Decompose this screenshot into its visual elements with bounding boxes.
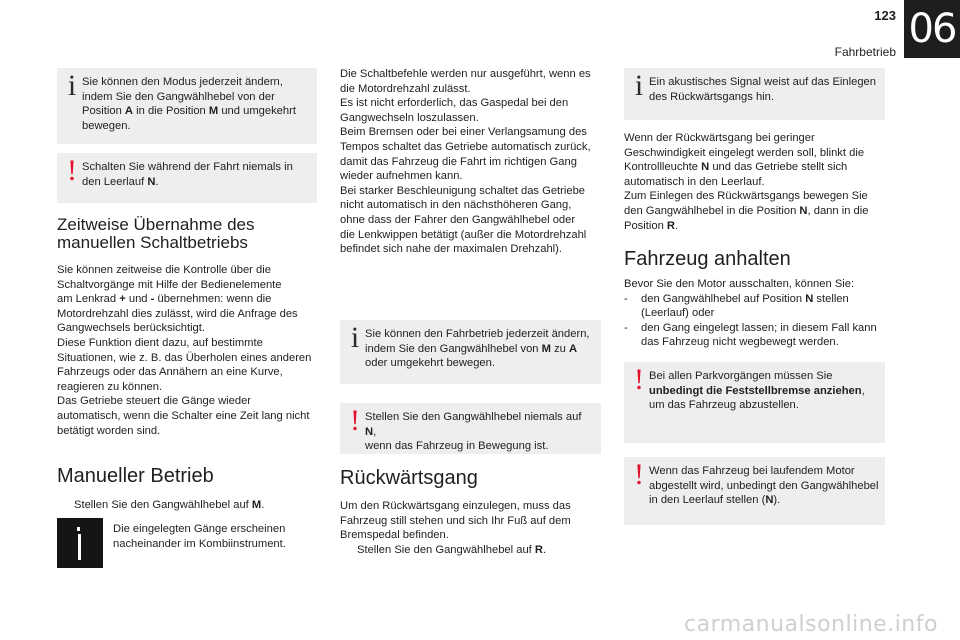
warning-box-neutral-moving	[340, 403, 601, 454]
text-line: Sie können den Modus jederzeit ändern,	[82, 76, 283, 88]
text-line: Tempos schaltet das Getriebe automatisch zurück,	[340, 140, 591, 153]
text-line: Sie können den Fahrbetrieb jederzeit ändern,	[365, 328, 590, 340]
warning-box-neutral	[57, 153, 317, 203]
text-line: ohne dass der Fahrer den Gangwählhebel oder	[340, 213, 576, 226]
info-icon: i	[634, 69, 644, 102]
text-line: Bei allen Parkvorgängen müssen Sie	[649, 370, 833, 382]
list-item	[624, 292, 894, 321]
text-line: die Motordrehzahl zulässt.	[340, 82, 471, 95]
chapter-tab: 06	[904, 0, 960, 58]
text-line: nacheinander im Kombiinstrument.	[113, 537, 286, 550]
text-line: am Lenkrad + und - übernehmen: wenn die	[57, 293, 272, 306]
paragraph-shift-commands	[340, 67, 610, 257]
info-icon: i	[67, 69, 77, 102]
bullet-set-lever-r	[340, 543, 610, 558]
info-box-text	[82, 75, 311, 133]
text-line: den Gangwählhebel auf Position N stellen	[641, 292, 849, 305]
text-line: Fahrzeug still stehen und sich Ihr Fuß auf dem	[340, 514, 571, 527]
text-line: Gangwechsels berücksichtigt.	[57, 322, 205, 335]
paragraph-reverse-low-speed	[624, 131, 894, 233]
warning-icon: !	[634, 458, 644, 491]
heading-line: Zeitweise Übernahme des	[57, 215, 255, 234]
text-line: betätigt worden sind.	[57, 424, 161, 437]
bullet-set-lever-m	[57, 498, 327, 513]
warning-icon: !	[634, 363, 644, 396]
info-box-mode-change	[57, 68, 317, 144]
text-line: Die Schaltbefehle werden nur ausgeführt, wenn es	[340, 68, 591, 80]
warning-box-text	[365, 410, 595, 454]
text-line: Stellen Sie den Gangwählhebel niemals auf N,	[365, 411, 582, 438]
text-line: Wenn das Fahrzeug bei laufendem Motor	[649, 465, 855, 477]
warning-box-engine-running	[624, 457, 885, 525]
text-line: Position R.	[624, 219, 679, 232]
section-heading-manual-mode: Manueller Betrieb	[57, 465, 214, 487]
paragraph-stop-vehicle	[624, 277, 894, 350]
text-line: wenn das Fahrzeug in Bewegung ist.	[365, 440, 549, 453]
gear-display-icon	[57, 518, 103, 568]
text-line: den Gang eingelegt lassen; in diesem Fall kann	[641, 321, 877, 334]
text-line: in den Leerlauf stellen (N).	[649, 494, 781, 507]
info-box-reverse-signal	[624, 68, 885, 120]
text-line: um das Fahrzeug abzustellen.	[649, 399, 799, 412]
info-icon: i	[350, 321, 360, 354]
text-line: unbedingt die Feststellbremse anziehen,	[649, 384, 865, 397]
text-line: oder umgekehrt bewegen.	[365, 357, 495, 370]
text-line: reagieren zu können.	[57, 380, 163, 393]
text-line: Beim Bremsen oder bei einer Verlangsamung des	[340, 126, 587, 139]
paragraph-reverse	[340, 499, 610, 557]
text-line: Motordrehzahl dies zulässt, wird die Anfrage des	[57, 307, 298, 320]
watermark: carmanualsonline.info	[684, 612, 938, 637]
warning-box-text	[649, 464, 879, 508]
text-line: Bremspedal befinden.	[340, 529, 449, 542]
warning-box-text	[82, 160, 311, 189]
text-line: Fahrzeugs oder das Annähern an eine Kurve,	[57, 366, 283, 379]
warning-icon: !	[67, 154, 77, 187]
info-box-text	[365, 327, 595, 371]
list-item	[624, 321, 894, 350]
text-line: befindet sich nahe der maximalen Drehzahl).	[340, 243, 563, 256]
text-line: Schaltvorgänge mit Hilfe der Bedienelemente	[57, 278, 282, 291]
section-heading-reverse: Rückwärtsgang	[340, 467, 478, 489]
text-line: (Leerlauf) oder	[641, 307, 715, 320]
text-line: indem Sie den Gangwählhebel von der	[82, 90, 275, 103]
text-line: wieder aufnehmen kann.	[340, 170, 463, 183]
chapter-title: Fahrbetrieb	[834, 45, 896, 59]
section-heading-temporary-manual	[57, 216, 327, 252]
text-line: den Gangwählhebel in die Position N, dann in die	[624, 204, 869, 217]
cluster-description	[113, 522, 323, 551]
text-line: Um den Rückwärtsgang einzulegen, muss das	[340, 500, 571, 512]
paragraph-temporary-manual	[57, 263, 327, 438]
text-line: bewegen.	[82, 119, 131, 132]
text-line: Ein akustisches Signal weist auf das Einlegen	[649, 76, 876, 88]
text-line: Wenn der Rückwärtsgang bei geringer	[624, 132, 815, 144]
text-line: die Lenkwippen betätigt (außer die Motordrehzahl	[340, 228, 587, 241]
text-line: automatisch in den Leerlauf.	[624, 175, 765, 188]
text-line: Bevor Sie den Motor ausschalten, können Sie:	[624, 278, 855, 290]
text-line: Position A in die Position M und umgekehrt	[82, 105, 296, 118]
text-line: Sie können zeitweise die Kontrolle über die	[57, 264, 271, 276]
text-line: Das Getriebe steuert die Gänge wieder	[57, 395, 252, 408]
text-line: indem Sie den Gangwählhebel von M zu A	[365, 342, 578, 355]
section-heading-stop-vehicle: Fahrzeug anhalten	[624, 248, 791, 270]
text-line: Zum Einlegen des Rückwärtsgangs bewegen Sie	[624, 190, 868, 203]
text-line: nicht automatisch in den nächsthöheren Gang,	[340, 199, 572, 212]
page-number: 123	[874, 8, 896, 23]
text-line: das Fahrzeug nicht wegbewegt werden.	[641, 336, 839, 349]
text-line: den Leerlauf N.	[82, 175, 159, 188]
warning-icon: !	[350, 404, 360, 437]
text-line: Stellen Sie den Gangwählhebel auf R.	[357, 543, 547, 556]
warning-box-text	[649, 369, 879, 413]
heading-line: manuellen Schaltbetriebs	[57, 233, 248, 252]
text-line: Diese Funktion dient dazu, auf bestimmte	[57, 336, 263, 349]
text-line: Kontrollleuchte N und das Getriebe stellt sich	[624, 161, 848, 174]
list-dash: -	[624, 292, 628, 305]
text-line: Es ist nicht erforderlich, das Gaspedal bei den	[340, 97, 569, 110]
text-line: automatisch, wenn die Schalter eine Zeit lang nicht	[57, 409, 310, 422]
text-line: Situationen, wie z. B. das Überholen eines anderen	[57, 351, 312, 364]
text-line: Geschwindigkeit eingelegt werden soll, blinkt die	[624, 146, 865, 159]
text-line: damit das Fahrzeug die Fahrt im richtigen Gang	[340, 155, 577, 168]
bullet-arrow-icon	[57, 498, 74, 513]
text-line: des Rückwärtsgangs hin.	[649, 90, 774, 103]
text-line: Gangwechseln loszulassen.	[340, 111, 479, 124]
info-box-drive-mode	[340, 320, 601, 384]
info-box-text	[649, 75, 879, 104]
text-line: Stellen Sie den Gangwählhebel auf M.	[74, 499, 265, 511]
text-line: Schalten Sie während der Fahrt niemals in	[82, 161, 293, 173]
text-line: abgestellt wird, unbedingt den Gangwählhebel	[649, 479, 879, 492]
text-line: Die eingelegten Gänge erscheinen	[113, 523, 286, 535]
text-line: Bei starker Beschleunigung schaltet das Getriebe	[340, 184, 586, 197]
bullet-arrow-icon	[340, 543, 357, 558]
warning-box-parking-brake	[624, 362, 885, 443]
list-dash: -	[624, 321, 628, 334]
